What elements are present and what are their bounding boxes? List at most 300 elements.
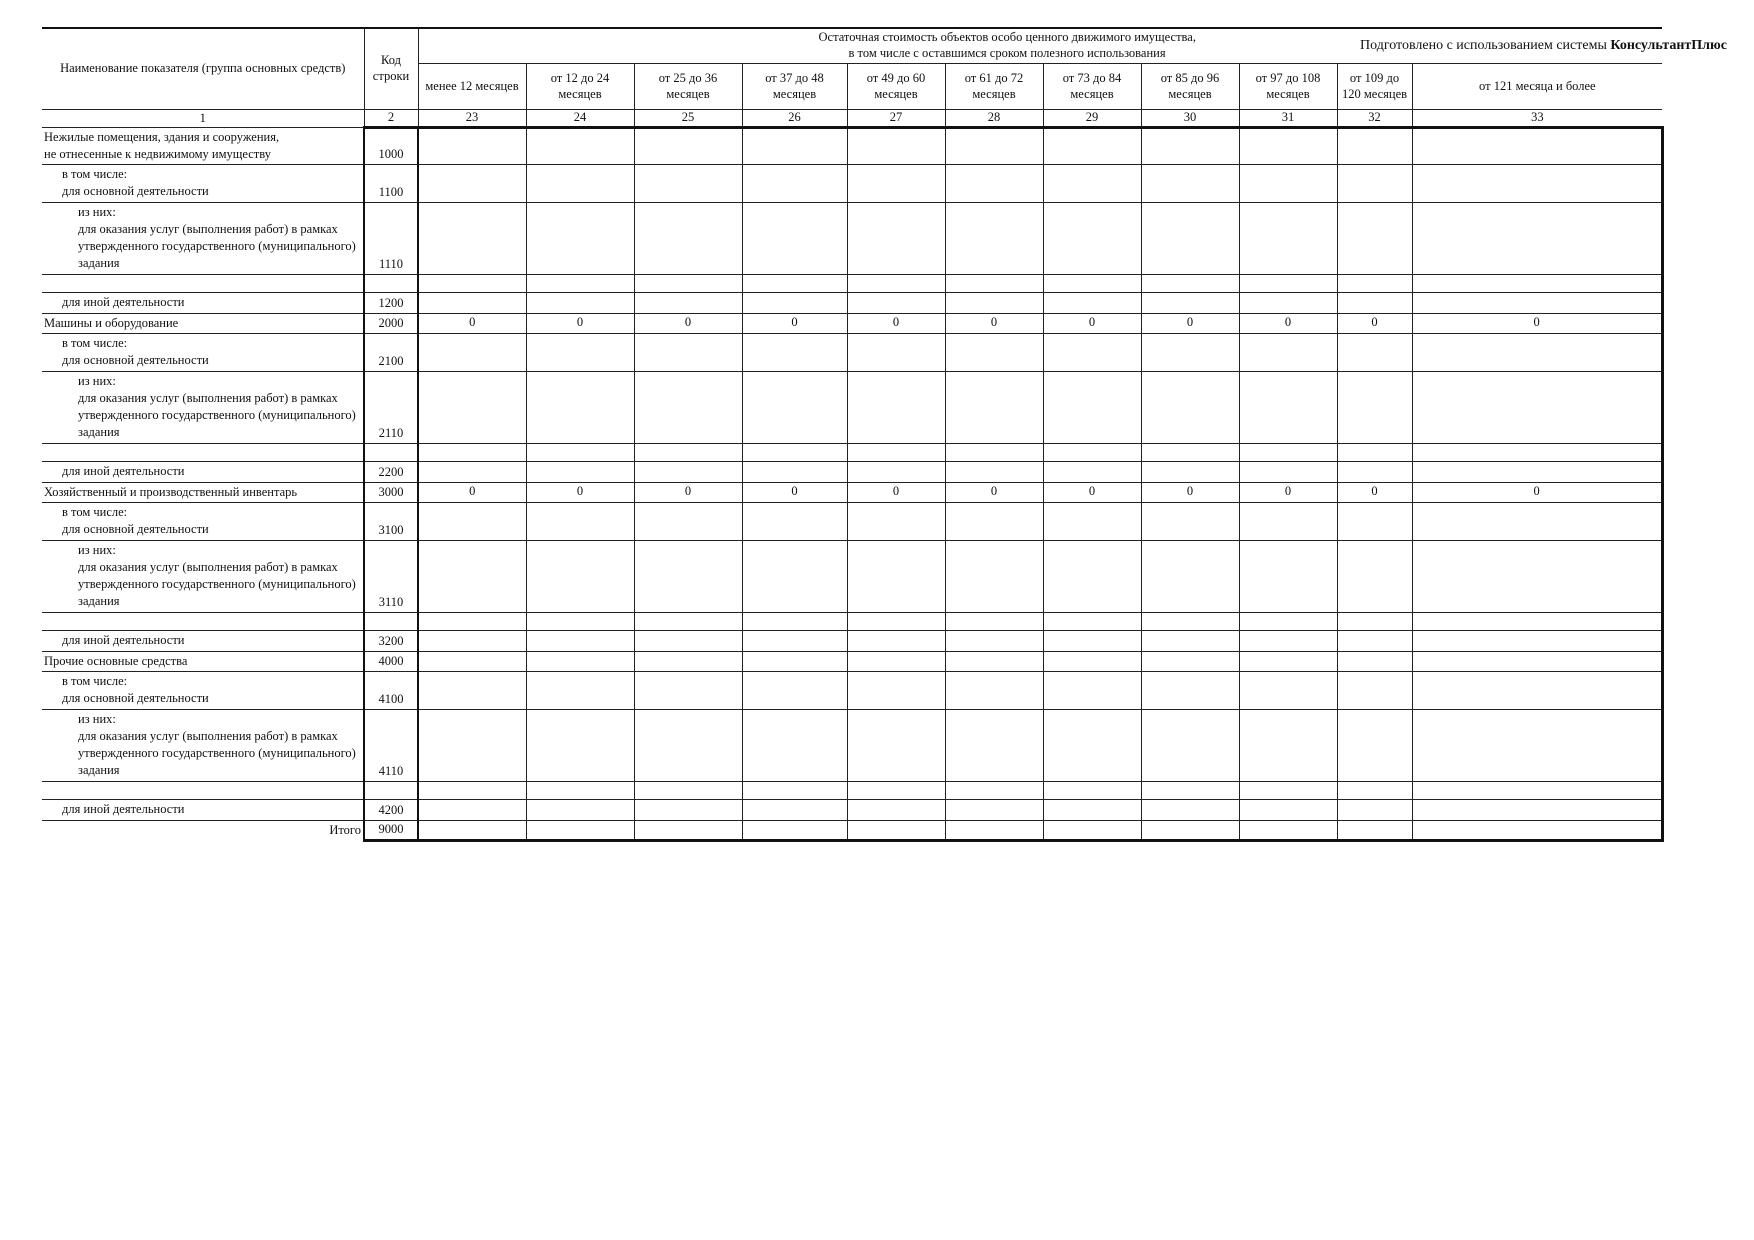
value-cell <box>742 127 847 165</box>
row-3110 <box>42 541 1662 613</box>
value-cell <box>1337 630 1412 651</box>
row-code: 9000 <box>364 820 418 840</box>
period-header: от 61 до 72 месяцев <box>945 64 1043 110</box>
row-label <box>42 203 364 275</box>
row-label-line: для основной деятельности <box>62 691 209 706</box>
value-cell <box>945 334 1043 372</box>
value-cell: 0 <box>418 482 526 503</box>
value-cell <box>1141 127 1239 165</box>
spacer-cell <box>526 274 634 292</box>
row-label-line: для оказания услуг (выполнения работ) в рамках утвержденного государственного (муниципального) задания <box>78 729 356 777</box>
value-cell <box>945 165 1043 203</box>
value-cell <box>742 630 847 651</box>
value-cell <box>1337 292 1412 313</box>
row-label <box>42 292 364 313</box>
row-2000 <box>42 313 1662 334</box>
row-3200 <box>42 630 1662 651</box>
value-cell <box>526 292 634 313</box>
value-cell <box>847 372 945 444</box>
value-cell <box>1141 799 1239 820</box>
value-cell: 0 <box>1043 313 1141 334</box>
period-header: менее 12 месяцев <box>418 64 526 110</box>
column-number: 2 <box>364 110 418 128</box>
value-cell <box>1239 541 1337 613</box>
row-label <box>42 127 364 165</box>
group-title-line1: Остаточная стоимость объектов особо ценного движимого имущества, <box>818 30 1196 45</box>
value-cell <box>1239 799 1337 820</box>
value-cell: 0 <box>418 313 526 334</box>
value-cell <box>526 541 634 613</box>
value-cell: 0 <box>1043 482 1141 503</box>
value-cell <box>1239 165 1337 203</box>
spacer-cell <box>742 443 847 461</box>
spacer-cell <box>1412 612 1662 630</box>
spacer-cell <box>1141 274 1239 292</box>
row-code: 2100 <box>364 334 418 372</box>
value-cell <box>1043 503 1141 541</box>
value-cell <box>634 710 742 782</box>
value-cell <box>1412 820 1662 840</box>
spacer-cell <box>847 443 945 461</box>
value-cell <box>1141 630 1239 651</box>
row-label-line: для иной деятельности <box>62 294 185 309</box>
value-cell <box>1239 651 1337 672</box>
spacer-cell <box>742 781 847 799</box>
value-cell <box>634 503 742 541</box>
value-cell <box>1337 710 1412 782</box>
value-cell <box>1043 203 1141 275</box>
column-number: 1 <box>42 110 364 128</box>
value-cell <box>634 799 742 820</box>
value-cell <box>634 630 742 651</box>
row-label-line: Прочие основные средства <box>44 653 188 668</box>
spacer-cell <box>1043 781 1141 799</box>
spacer-cell <box>634 781 742 799</box>
group-title-line2: в том числе с оставшимся сроком полезного использования <box>848 46 1166 60</box>
value-cell <box>1043 672 1141 710</box>
value-cell <box>1141 165 1239 203</box>
row-code: 4000 <box>364 651 418 672</box>
value-cell <box>418 127 526 165</box>
row-label <box>42 630 364 651</box>
row-4200 <box>42 799 1662 820</box>
value-cell: 0 <box>526 482 634 503</box>
value-cell <box>945 503 1043 541</box>
row-label <box>42 372 364 444</box>
row-code: 1200 <box>364 292 418 313</box>
value-cell <box>418 292 526 313</box>
spacer-cell <box>634 274 742 292</box>
value-cell: 0 <box>945 482 1043 503</box>
value-cell <box>1239 292 1337 313</box>
value-cell <box>1043 334 1141 372</box>
spacer-cell <box>1239 274 1337 292</box>
prepared-prefix: Подготовлено с использованием системы <box>1360 38 1607 53</box>
value-cell <box>1337 672 1412 710</box>
value-cell <box>1141 292 1239 313</box>
code-col-header: Код строки <box>364 28 418 110</box>
column-number: 28 <box>945 110 1043 128</box>
value-cell <box>418 165 526 203</box>
value-cell <box>526 203 634 275</box>
value-cell <box>1412 165 1662 203</box>
spacer-cell <box>526 443 634 461</box>
value-cell <box>634 372 742 444</box>
value-cell <box>1043 710 1141 782</box>
row-label-line: в том числе: <box>62 167 128 182</box>
value-cell <box>847 503 945 541</box>
row-label <box>42 165 364 203</box>
spacer-cell <box>42 274 364 292</box>
value-cell <box>418 799 526 820</box>
value-cell: 0 <box>1141 482 1239 503</box>
value-cell <box>1239 820 1337 840</box>
row-1110 <box>42 203 1662 275</box>
row-code: 3000 <box>364 482 418 503</box>
row-label-line: из них: <box>78 205 116 220</box>
value-cell <box>634 203 742 275</box>
value-cell <box>634 165 742 203</box>
spacer-cell <box>1239 612 1337 630</box>
value-cell <box>742 461 847 482</box>
row-label-line: для иной деятельности <box>62 632 185 647</box>
spacer-cell <box>1337 612 1412 630</box>
value-cell <box>526 799 634 820</box>
value-cell <box>847 672 945 710</box>
value-cell: 0 <box>1141 313 1239 334</box>
value-cell <box>847 710 945 782</box>
value-cell <box>526 127 634 165</box>
value-cell <box>1412 372 1662 444</box>
value-cell <box>1412 203 1662 275</box>
row-label <box>42 710 364 782</box>
spacer-cell <box>364 443 418 461</box>
value-cell <box>526 461 634 482</box>
row-code: 1100 <box>364 165 418 203</box>
value-cell <box>526 630 634 651</box>
total-label: Итого <box>42 820 364 840</box>
value-cell <box>1043 541 1141 613</box>
row-2200 <box>42 461 1662 482</box>
spacer-cell <box>634 612 742 630</box>
column-number: 25 <box>634 110 742 128</box>
value-cell <box>1043 820 1141 840</box>
value-cell <box>1141 710 1239 782</box>
spacer-cell <box>526 781 634 799</box>
value-cell <box>847 461 945 482</box>
value-cell <box>1239 334 1337 372</box>
value-cell <box>1043 372 1141 444</box>
row-label <box>42 651 364 672</box>
period-header: от 25 до 36 месяцев <box>634 64 742 110</box>
value-cell <box>847 203 945 275</box>
value-cell <box>742 710 847 782</box>
value-cell <box>634 541 742 613</box>
value-cell <box>418 630 526 651</box>
value-cell <box>1239 203 1337 275</box>
value-cell <box>1239 630 1337 651</box>
spacer-cell <box>1239 781 1337 799</box>
value-cell <box>634 672 742 710</box>
value-cell <box>742 203 847 275</box>
value-cell <box>1141 672 1239 710</box>
row-label-line: не отнесенные к недвижимому имуществу <box>44 146 271 161</box>
row-label-line: из них: <box>78 543 116 558</box>
row-label-line: в том числе: <box>62 336 128 351</box>
value-cell <box>1141 203 1239 275</box>
column-number: 29 <box>1043 110 1141 128</box>
value-cell <box>418 372 526 444</box>
value-cell <box>1239 710 1337 782</box>
period-header: от 37 до 48 месяцев <box>742 64 847 110</box>
column-number: 27 <box>847 110 945 128</box>
value-cell <box>1337 461 1412 482</box>
value-cell <box>1141 334 1239 372</box>
value-cell: 0 <box>742 482 847 503</box>
row-code: 2200 <box>364 461 418 482</box>
value-cell <box>1412 672 1662 710</box>
value-cell <box>847 651 945 672</box>
value-cell <box>526 651 634 672</box>
value-cell <box>418 651 526 672</box>
value-cell <box>1043 630 1141 651</box>
period-header: от 49 до 60 месяцев <box>847 64 945 110</box>
value-cell <box>1337 203 1412 275</box>
spacer-cell <box>42 443 364 461</box>
column-number: 24 <box>526 110 634 128</box>
spacer-cell <box>364 612 418 630</box>
row-1100 <box>42 165 1662 203</box>
period-header: от 12 до 24 месяцев <box>526 64 634 110</box>
value-cell <box>742 799 847 820</box>
value-cell <box>945 672 1043 710</box>
row-code: 3110 <box>364 541 418 613</box>
value-cell <box>1337 127 1412 165</box>
value-cell <box>1337 651 1412 672</box>
value-cell <box>945 461 1043 482</box>
value-cell <box>1412 503 1662 541</box>
value-cell: 0 <box>1337 313 1412 334</box>
value-cell: 0 <box>742 313 847 334</box>
spacer-cell <box>847 781 945 799</box>
value-cell: 0 <box>634 313 742 334</box>
spacer-cell <box>526 612 634 630</box>
value-cell <box>1239 672 1337 710</box>
value-cell <box>945 630 1043 651</box>
spacer-cell <box>1141 443 1239 461</box>
value-cell <box>945 799 1043 820</box>
value-cell <box>1141 651 1239 672</box>
value-cell: 0 <box>847 482 945 503</box>
column-number: 26 <box>742 110 847 128</box>
spacer-cell <box>945 274 1043 292</box>
value-cell <box>847 820 945 840</box>
value-cell <box>634 292 742 313</box>
value-cell <box>945 372 1043 444</box>
row-label <box>42 313 364 334</box>
value-cell <box>847 334 945 372</box>
value-cell <box>526 372 634 444</box>
value-cell <box>1412 651 1662 672</box>
value-cell: 0 <box>526 313 634 334</box>
value-cell <box>634 820 742 840</box>
spacer-cell <box>945 443 1043 461</box>
value-cell <box>1043 651 1141 672</box>
value-cell: 0 <box>1239 482 1337 503</box>
value-cell <box>742 334 847 372</box>
spacer-cell <box>1141 781 1239 799</box>
header-row-1 <box>42 28 1662 64</box>
row-code: 2110 <box>364 372 418 444</box>
row-label-line: Нежилые помещения, здания и сооружения, <box>44 129 280 144</box>
column-number: 33 <box>1412 110 1662 128</box>
spacer-cell <box>418 612 526 630</box>
spacer-cell <box>634 443 742 461</box>
value-cell <box>634 334 742 372</box>
value-cell <box>847 165 945 203</box>
row-label <box>42 461 364 482</box>
row-label-line: для основной деятельности <box>62 522 209 537</box>
value-cell <box>1043 127 1141 165</box>
spacer-cell <box>1239 443 1337 461</box>
value-cell <box>945 651 1043 672</box>
row-code: 1110 <box>364 203 418 275</box>
value-cell <box>1141 372 1239 444</box>
value-cell <box>634 127 742 165</box>
column-number: 23 <box>418 110 526 128</box>
value-cell <box>1141 820 1239 840</box>
row-3100 <box>42 503 1662 541</box>
row-code: 3200 <box>364 630 418 651</box>
row-4000 <box>42 651 1662 672</box>
period-header: от 121 месяца и более <box>1412 64 1662 110</box>
value-cell <box>1337 541 1412 613</box>
value-cell <box>1412 541 1662 613</box>
spacer-cell <box>42 781 364 799</box>
column-number: 31 <box>1239 110 1337 128</box>
row-label-line: Машины и оборудование <box>44 315 179 330</box>
spacer-cell <box>1412 443 1662 461</box>
value-cell <box>1412 710 1662 782</box>
row-code: 1000 <box>364 127 418 165</box>
spacer-cell <box>418 781 526 799</box>
value-cell <box>1141 541 1239 613</box>
spacer-cell <box>945 781 1043 799</box>
value-cell <box>526 710 634 782</box>
period-header: от 85 до 96 месяцев <box>1141 64 1239 110</box>
value-cell <box>1141 503 1239 541</box>
value-cell <box>418 461 526 482</box>
value-cell <box>1337 820 1412 840</box>
value-cell <box>418 710 526 782</box>
row-label-line: в том числе: <box>62 674 128 689</box>
value-cell <box>847 541 945 613</box>
value-cell <box>1337 372 1412 444</box>
value-cell <box>526 672 634 710</box>
indicator-col-header: Наименование показателя (группа основных средств) <box>42 28 364 110</box>
row-label-line: для иной деятельности <box>62 463 185 478</box>
value-cell <box>418 203 526 275</box>
spacer-cell <box>418 443 526 461</box>
value-cell: 0 <box>1412 313 1662 334</box>
value-cell <box>847 292 945 313</box>
row-code: 4110 <box>364 710 418 782</box>
spacer-cell <box>742 612 847 630</box>
value-cell <box>418 503 526 541</box>
value-cell <box>1043 292 1141 313</box>
value-cell <box>1239 461 1337 482</box>
row-label-line: для оказания услуг (выполнения работ) в рамках утвержденного государственного (муниципального) задания <box>78 560 356 608</box>
spacer-cell <box>1337 781 1412 799</box>
value-cell <box>847 127 945 165</box>
prepared-brand: КонсультантПлюс <box>1610 38 1727 53</box>
value-cell <box>945 292 1043 313</box>
value-cell: 0 <box>945 313 1043 334</box>
spacer-cell <box>847 274 945 292</box>
value-cell: 0 <box>1337 482 1412 503</box>
value-cell <box>945 820 1043 840</box>
spacer-row <box>42 443 1662 461</box>
spacer-cell <box>1412 781 1662 799</box>
row-label-line: из них: <box>78 374 116 389</box>
row-code: 4200 <box>364 799 418 820</box>
spacer-cell <box>847 612 945 630</box>
value-cell <box>634 461 742 482</box>
value-cell <box>742 503 847 541</box>
value-cell <box>418 334 526 372</box>
spacer-cell <box>1337 443 1412 461</box>
value-cell <box>1412 630 1662 651</box>
value-cell <box>847 799 945 820</box>
value-cell <box>1412 127 1662 165</box>
asset-value-table <box>42 27 1664 842</box>
value-cell <box>418 672 526 710</box>
row-code: 2000 <box>364 313 418 334</box>
value-cell <box>1412 292 1662 313</box>
value-cell <box>945 541 1043 613</box>
value-cell <box>742 165 847 203</box>
value-cell <box>742 820 847 840</box>
spacer-cell <box>1337 274 1412 292</box>
spacer-cell <box>1412 274 1662 292</box>
value-cell <box>742 541 847 613</box>
value-cell <box>1239 503 1337 541</box>
value-cell <box>742 672 847 710</box>
row-label <box>42 541 364 613</box>
value-cell <box>526 334 634 372</box>
value-cell <box>1337 165 1412 203</box>
value-cell <box>1412 461 1662 482</box>
spacer-cell <box>1043 612 1141 630</box>
spacer-row <box>42 612 1662 630</box>
value-cell <box>418 820 526 840</box>
value-cell: 0 <box>634 482 742 503</box>
row-label-line: Хозяйственный и производственный инвентарь <box>44 484 298 499</box>
row-label-line: для иной деятельности <box>62 801 185 816</box>
value-cell <box>847 630 945 651</box>
column-number: 32 <box>1337 110 1412 128</box>
value-cell <box>1239 127 1337 165</box>
row-label-line: для оказания услуг (выполнения работ) в рамках утвержденного государственного (муниципального) задания <box>78 222 356 270</box>
row-label-line: в том числе: <box>62 505 128 520</box>
spacer-cell <box>364 274 418 292</box>
row-label <box>42 672 364 710</box>
row-code: 4100 <box>364 672 418 710</box>
value-cell: 0 <box>1412 482 1662 503</box>
spacer-cell <box>1141 612 1239 630</box>
spacer-cell <box>364 781 418 799</box>
row-4100 <box>42 672 1662 710</box>
